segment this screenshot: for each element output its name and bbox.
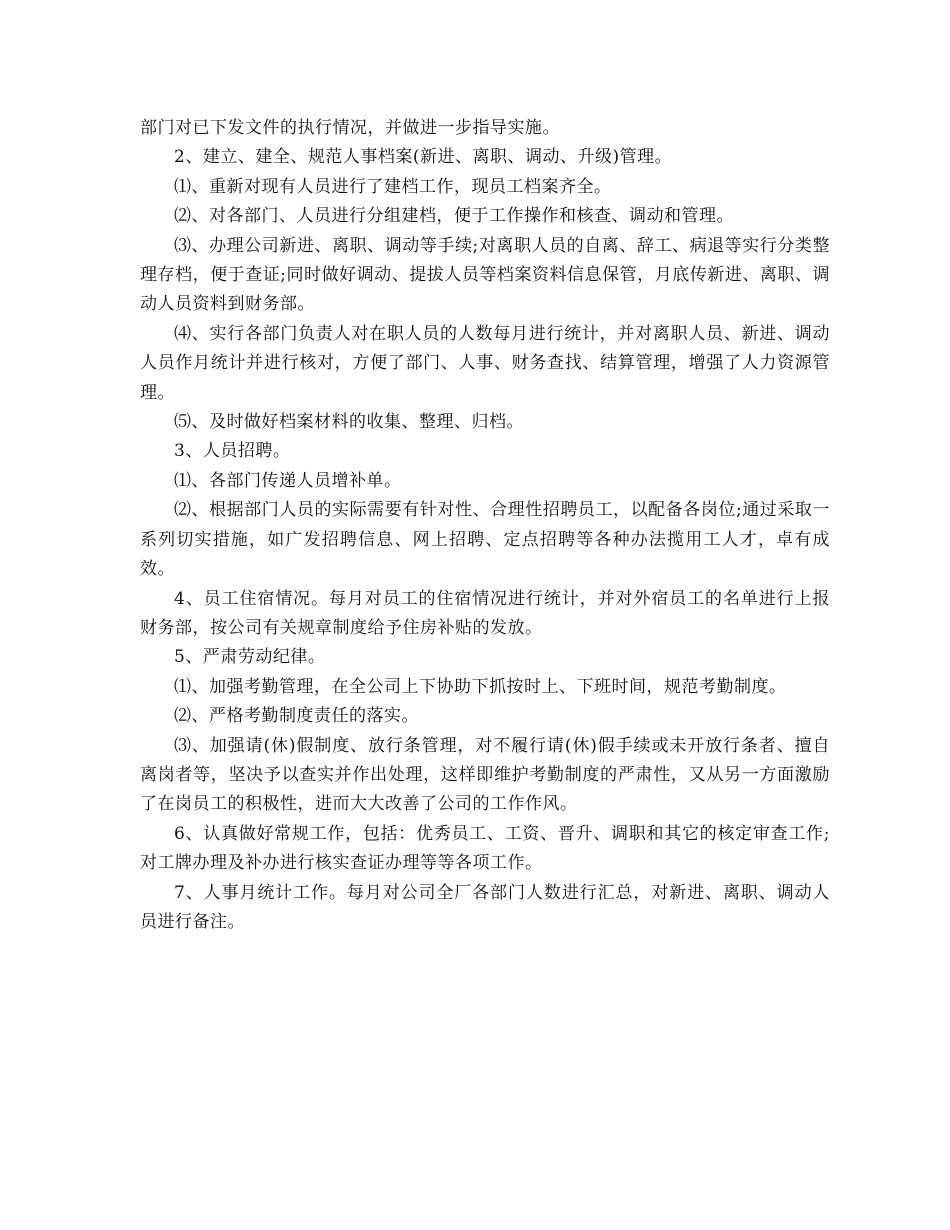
paragraph-5-2: ⑵、严格考勤制度责任的落实。 bbox=[174, 706, 419, 727]
paragraph-2-5: ⑸、及时做好档案材料的收集、整理、归档。 bbox=[174, 412, 524, 433]
paragraph-section-6: 6、认真做好常规工作，包括：优秀员工、工资、晋升、调职和其它的核定审查工作;对工牌办理及补办进行核实查证办理等等各项工作。 bbox=[140, 823, 830, 874]
paragraph-2-1: ⑴、重新对现有人员进行了建档工作，现员工档案齐全。 bbox=[174, 176, 612, 197]
paragraph-3-2: ⑵、根据部门人员的实际需要有针对性、合理性招聘员工，以配备各岗位;通过采取一系列切实措施，如广发招聘信息、网上招聘、定点招聘等各种办法揽用工人才，卓有成效。 bbox=[140, 500, 830, 580]
paragraph-5-1: ⑴、加强考勤管理，在全公司上下协助下抓按时上、下班时间，规范考勤制度。 bbox=[174, 676, 787, 697]
document-body bbox=[140, 114, 830, 937]
paragraph-continued: 部门对已下发文件的执行情况，并做进一步指导实施。 bbox=[140, 118, 560, 138]
paragraph-section-5: 5、严肃劳动纪律。 bbox=[174, 647, 326, 668]
paragraph-section-4: 4、员工住宿情况。每月对员工的住宿情况进行统计，并对外宿员工的名单进行上报财务部，按公司有关规章制度给予住房补贴的发放。 bbox=[140, 588, 830, 638]
paragraph-section-3: 3、人员招聘。 bbox=[174, 441, 291, 462]
paragraph-2-4: ⑷、实行各部门负责人对在职人员的人数每月进行统计，并对离职人员、新进、调动人员作月统计并进行核对，方便了部门、人事、财务查找、结算管理，增强了人力资源管理。 bbox=[140, 323, 830, 403]
paragraph-section-7: 7、人事月统计工作。每月对公司全厂各部门人数进行汇总，对新进、离职、调动人员进行备注。 bbox=[140, 882, 830, 932]
paragraph-2-2: ⑵、对各部门、人员进行分组建档，便于工作操作和核查、调动和管理。 bbox=[174, 206, 734, 227]
paragraph-3-1: ⑴、各部门传递人员增补单。 bbox=[174, 470, 402, 491]
paragraph-5-3: ⑶、加强请(休)假制度、放行条管理，对不履行请(休)假手续或未开放行条者、擅自离岗者等，坚决予以查实并作出处理，这样即维护考勤制度的严肃性，又从另一方面激励了在岗员工的积极性，进而大大改善了公司的工作作风。 bbox=[140, 735, 830, 815]
paragraph-2-3: ⑶、办理公司新进、离职、调动等手续;对离职人员的自离、辞工、病退等实行分类整理存档，便于查证;同时做好调动、提拔人员等档案资料信息保管，月底传新进、离职、调动人员资料到财务部。 bbox=[140, 235, 830, 315]
paragraph-section-2: 2、建立、建全、规范人事档案(新进、离职、调动、升级)管理。 bbox=[174, 147, 673, 168]
